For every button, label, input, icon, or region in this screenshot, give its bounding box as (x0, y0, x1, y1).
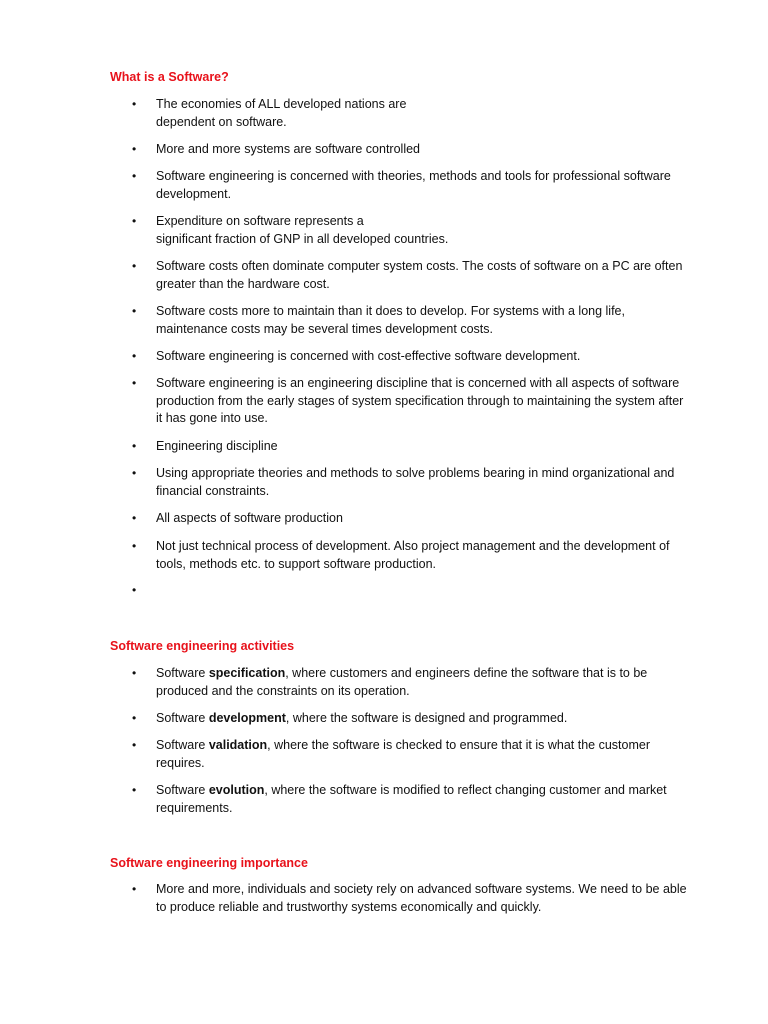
list-item-text: All aspects of software production (156, 511, 343, 525)
list-item (132, 141, 728, 159)
list-item (132, 782, 728, 817)
list-item (132, 665, 728, 700)
list-item-text: , where the software is designed and programmed. (285, 711, 568, 725)
list-item (132, 303, 728, 338)
list-item-text: , where the software is modified to reflect changing customer and market (264, 783, 667, 797)
list-item (132, 168, 728, 203)
list-item-text: The economies of ALL developed nations are (156, 97, 407, 111)
bullet-icon: • (132, 214, 137, 228)
list-item-text: development. (156, 186, 232, 201)
list-item-prefix: Software (156, 738, 209, 752)
list-item-text: to produce reliable and trustworthy systems economically and quickly. (156, 899, 542, 914)
bullet-icon: • (132, 583, 137, 597)
list-item-text: , where the software is checked to ensure that it is what the customer (267, 738, 650, 752)
bullet-icon: • (132, 259, 137, 273)
section-heading-importance: Software engineering importance (110, 856, 308, 870)
list-item (132, 538, 728, 573)
list-item-text: produced and the constraints on its operation. (156, 683, 410, 698)
list-item-prefix: Software (156, 783, 209, 797)
list-item (132, 258, 728, 293)
list-item (132, 881, 728, 916)
list-item-text: it has gone into use. (156, 411, 268, 425)
list-item (132, 348, 728, 366)
bullet-icon: • (132, 783, 137, 797)
list-item-text: financial constraints. (156, 483, 270, 498)
bullet-icon: • (132, 169, 137, 183)
list-item-text: Software engineering is concerned with cost-effective software development. (156, 349, 581, 363)
list-item (132, 213, 728, 248)
section-heading-what-is-software: What is a Software? (110, 70, 229, 84)
list-item-text: maintenance costs may be several times development costs. (156, 321, 493, 336)
bullet-icon: • (132, 97, 137, 111)
list-item (132, 465, 728, 500)
bullet-icon: • (132, 349, 137, 363)
bullet-icon: • (132, 439, 137, 453)
list-item-text: requirements. (156, 800, 233, 815)
bullet-icon: • (132, 466, 137, 480)
list-item-prefix: Software (156, 666, 209, 680)
bullet-icon: • (132, 711, 137, 725)
list-item-text: requires. (156, 755, 205, 770)
list-item-keyword: development (208, 711, 286, 725)
bullet-icon: • (132, 376, 137, 390)
list-item-text: Not just technical process of development. Also project management and the development of (156, 539, 670, 553)
list-item-text: More and more systems are software controlled (156, 142, 420, 156)
bullet-icon: • (132, 304, 137, 318)
bullet-icon: • (132, 882, 137, 896)
list-item-text: production from the early stages of system specification through to maintaining the system after (156, 393, 684, 408)
list-item-text: , where customers and engineers define the software that is to be (285, 666, 648, 680)
list-item-text: Software engineering is an engineering discipline that is concerned with all aspects of software (156, 376, 680, 390)
bullet-icon: • (132, 738, 137, 752)
list-item-keyword: validation (208, 738, 268, 752)
bullet-icon: • (132, 666, 137, 680)
list-item-keyword: evolution (208, 783, 265, 797)
list-item-text: Engineering discipline (156, 439, 278, 453)
list-item-text: Expenditure on software represents a (156, 214, 364, 228)
bullet-icon: • (132, 511, 137, 525)
list-item (132, 510, 728, 528)
list-item-text: dependent on software. (156, 114, 287, 129)
list-item-keyword: specification (208, 666, 286, 680)
list-item (132, 375, 728, 428)
list-item-text: Software costs more to maintain than it does to develop. For systems with a long life, (156, 304, 625, 318)
list-item-prefix: Software (156, 711, 209, 725)
list-item (132, 710, 728, 728)
list-item (132, 737, 728, 772)
section-heading-activities: Software engineering activities (110, 639, 295, 653)
list-item (132, 96, 728, 131)
list-item-text: Using appropriate theories and methods to solve problems bearing in mind organizational and (156, 466, 675, 480)
list-item-text: tools, methods etc. to support software production. (156, 556, 437, 571)
list-item (132, 438, 728, 456)
list-item-text: significant fraction of GNP in all developed countries. (156, 231, 449, 246)
list-item-text: Software costs often dominate computer system costs. The costs of software on a PC are often (156, 259, 683, 273)
bullet-icon: • (132, 142, 137, 156)
list-item-text: Software engineering is concerned with theories, methods and tools for professional software (156, 169, 671, 183)
list-item-text: More and more, individuals and society rely on advanced software systems. We need to be able (156, 882, 687, 896)
list-item-text: greater than the hardware cost. (156, 276, 330, 291)
bullet-icon: • (132, 539, 137, 553)
